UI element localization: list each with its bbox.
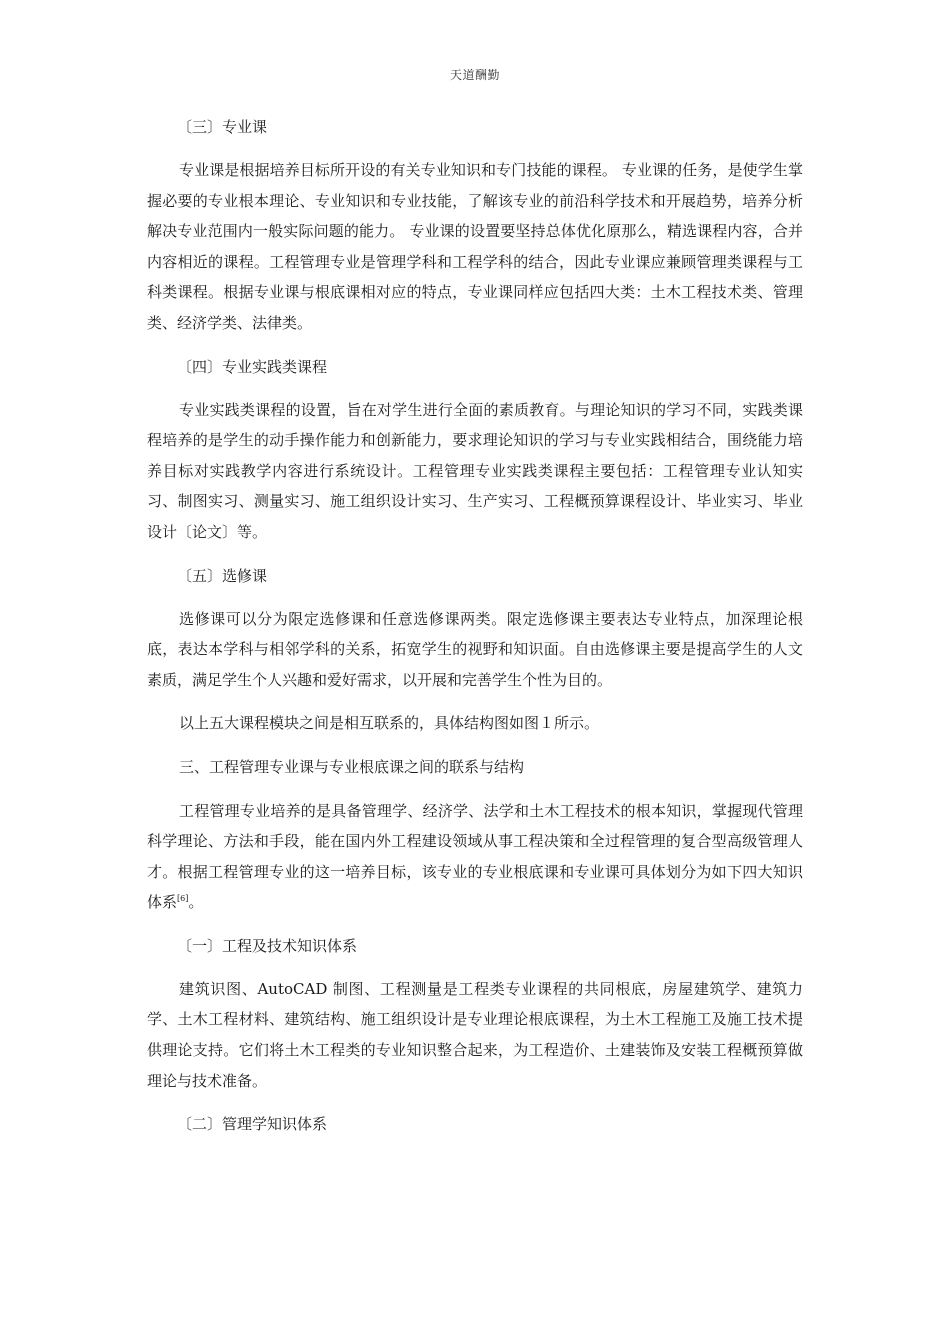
- paragraph-specialized-courses: 专业课是根据培养目标所开设的有关专业知识和专门技能的课程。 专业课的任务，是使学生掌握必要的专业根本理论、专业知识和专业技能，了解该专业的前沿科学技术和开展趋势，培养分析解决专业范围内一般实际问题的能力。 专业课的设置要坚持总体优化原那么，精选课程内容，合并内容相近的课程。工程管理专业是管理学科和工程学科的结合，因此专业课应兼顾管理类课程与工科类课程。根据专业课与根底课相对应的特点，专业课同样应包括四大类：土木工程技术类、管理类、经济学类、法律类。: [147, 161, 803, 332]
- heading-management-knowledge: 〔二〕管理学知识体系: [177, 1115, 328, 1134]
- heading-elective-courses: 〔五〕选修课: [177, 566, 268, 585]
- page-header: 天道酬勤: [449, 68, 500, 82]
- heading-engineering-knowledge: 〔一〕工程及技术知识体系: [177, 936, 358, 955]
- heading-specialized-courses: 〔三〕专业课: [177, 118, 268, 136]
- paragraph-elective-courses: 选修课可以分为限定选修课和任意选修课两类。限定选修课主要表达专业特点，加深理论根底，表达本学科与相邻学科的关系，拓宽学生的视野和知识面。自由选修课主要是提高学生的人文素质，满足学生个人兴趣和爱好需求，以开展和完善学生个性为目的。: [147, 609, 803, 689]
- heading-practice-courses: 〔四〕专业实践类课程: [177, 357, 328, 376]
- document-body: [147, 112, 803, 1152]
- paragraph-engineering-knowledge: 建筑识图、AutoCAD 制图、工程测量是工程类专业课程的共同根底，房屋建筑学、建筑力学、土木工程材料、建筑结构、施工组织设计是专业理论根底课程，为土木工程施工及施工技术提供理论支持。它们将土木工程类的专业知识整合起来，为工程造价、土建装饰及安装工程概预算做理论与技术准备。: [147, 979, 803, 1090]
- paragraph-practice-courses: 专业实践类课程的设置，旨在对学生进行全面的素质教育。与理论知识的学习不同，实践类课程培养的是学生的动手操作能力和创新能力，要求理论知识的学习与专业实践相结合，围绕能力培养目标对实践教学内容进行系统设计。工程管理专业实践类课程主要包括：工程管理专业认知实习、制图实习、测量实习、施工组织设计实习、生产实习、工程概预算课程设计、毕业实习、毕业设计〔论文〕等。: [147, 400, 803, 541]
- paragraph-intro-end: 。: [188, 893, 204, 912]
- citation-ref[interactable]: [6]: [177, 894, 189, 904]
- paragraph-summary: 以上五大课程模块之间是相互联系的，具体结构图如图１所示。: [179, 714, 600, 733]
- section-title: 三、工程管理专业课与专业根底课之间的联系与结构: [179, 757, 525, 776]
- paragraph-intro: [147, 796, 803, 918]
- paragraph-intro-text: 工程管理专业培养的是具备管理学、经济学、法学和土木工程技术的根本知识，掌握现代管理科学理论、方法和手段，能在国内外工程建设领域从事工程决策和全过程管理的复合型高级管理人才。根据工程管理专业的这一培养目标，该专业的专业根底课和专业课可具体划分为如下四大知识体系: [147, 801, 803, 912]
